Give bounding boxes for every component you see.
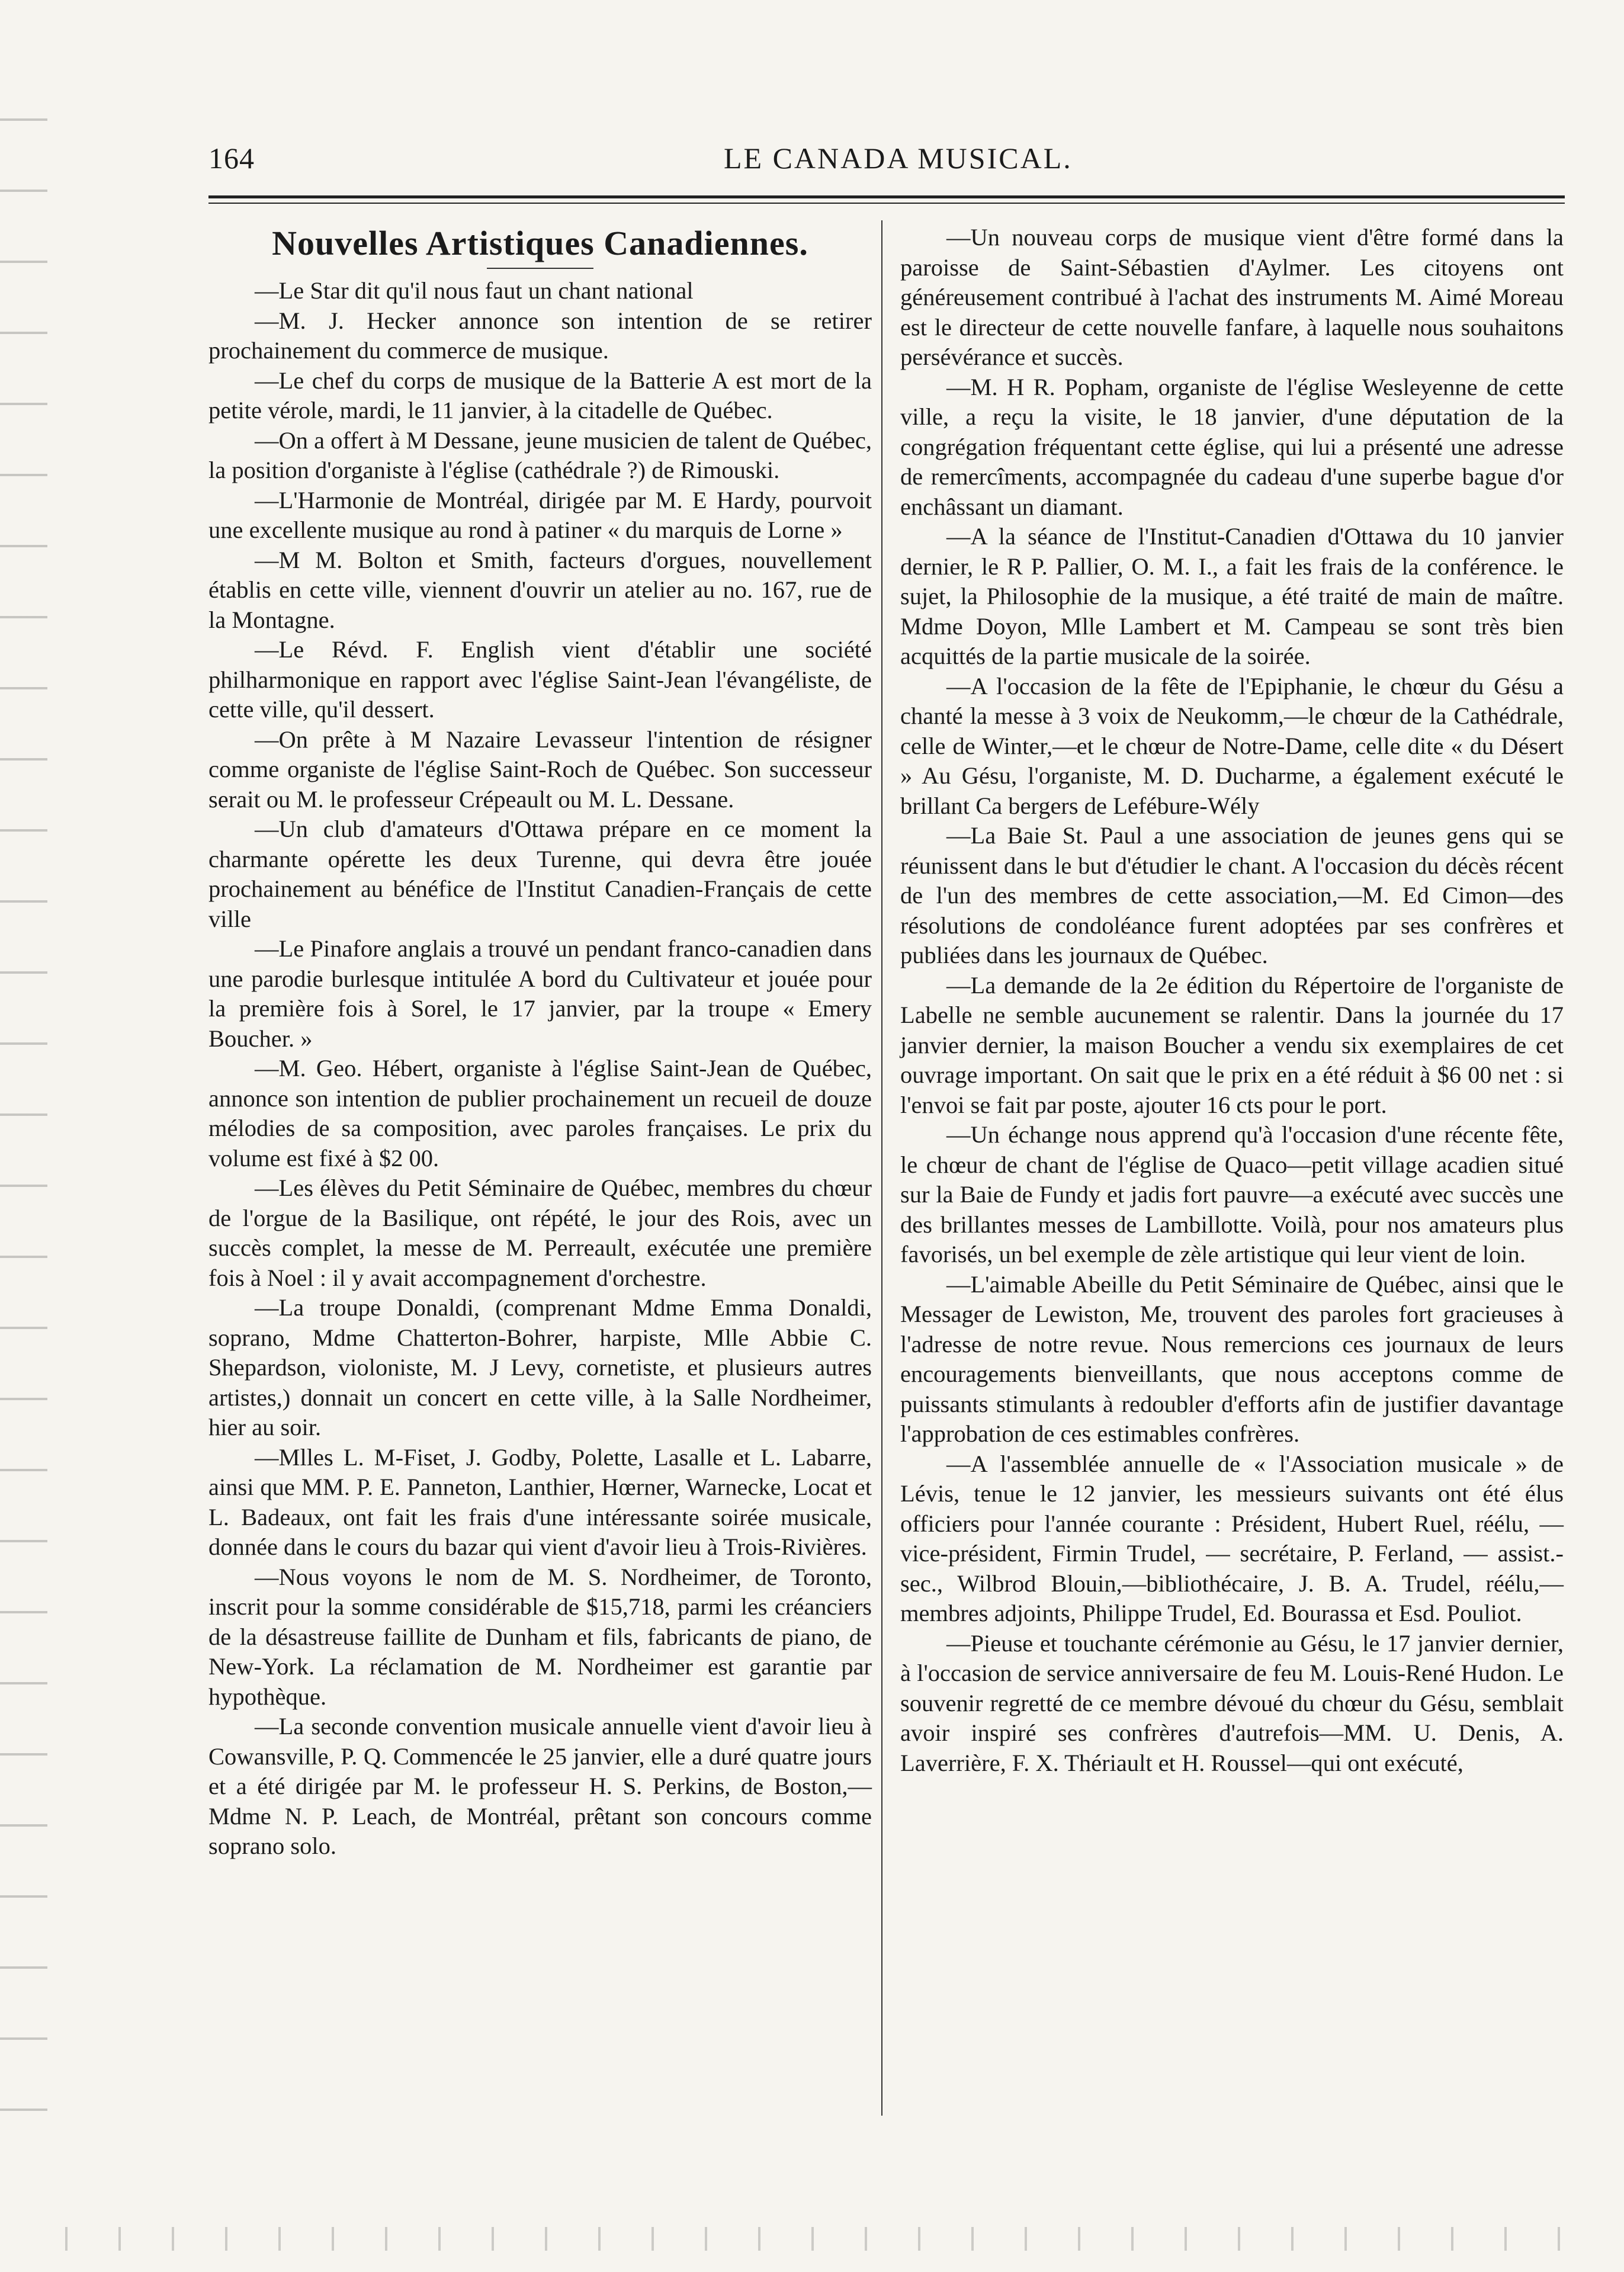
- news-item: —M M. Bolton et Smith, facteurs d'orgues, nouvellement établis en cette ville, viennent d'ouvrir un atelier au no. 167, rue de la Montagne.: [208, 546, 872, 633]
- running-title: LE CANADA MUSICAL.: [724, 142, 1073, 175]
- right-paragraphs: [900, 223, 1564, 1778]
- left-paragraphs: [208, 276, 872, 1862]
- news-item: —Mlles L. M-Fiset, J. Godby, Polette, Lasalle et L. Labarre, ainsi que MM. P. E. Panneton, Lanthier, Hœrner, Warnecke, Locat et L. Badeaux, ont fait les frais d'une intéressante soirée musicale, donnée dans le cours du bazar qui vient d'avoir lieu à Trois-Rivières.: [208, 1443, 872, 1560]
- news-item: —Le Révd. F. English vient d'établir une société philharmonique en rapport avec l'église Saint-Jean l'évangéliste, de cette ville, qu'il dessert.: [208, 636, 872, 723]
- news-item: —A l'occasion de la fête de l'Epiphanie, le chœur du Gésu a chanté la messe à 3 voix de Neukomm,—le chœur de la Cathédrale, celle de Winter,—et le chœur de Notre-Dame, celle dite « du Désert » Au Gésu, l'organiste, M. D. Ducharme, a également exécuté le brillant Ca bergers de Lefébure-Wély: [900, 672, 1564, 819]
- scan-bottom-noise: [47, 2227, 1564, 2251]
- news-item: —La Baie St. Paul a une association de jeunes gens qui se réunissent dans le but d'étudier le chant. A l'occasion du décès récent de l'un des membres de cette association,—M. Ed Cimon—des résolutions de condoléance furent adoptées par ses confrères et publiées dans les journaux de Québec.: [900, 822, 1564, 968]
- scan-edge-noise: [0, 95, 47, 2168]
- column-divider: [881, 220, 882, 2116]
- news-item: —La demande de la 2e édition du Répertoire de l'organiste de Labelle ne semble aucunement se ralentir. Dans la journée du 17 janvier dernier, la maison Boucher a vendu six exemplaires de cet ouvrage important. On sait que le prix en a été réduit à $6 00 net : si l'envoi se fait par poste, ajouter 16 cts pour le port.: [900, 971, 1564, 1118]
- news-item: —La troupe Donaldi, (comprenant Mdme Emma Donaldi, soprano, Mdme Chatterton-Bohrer, harpiste, Mlle Abbie C. Shepardson, violoniste, M. J Levy, cornetiste, et plusieurs autres artistes,) donnait un concert en cette ville, à la Salle Nordheimer, hier au soir.: [208, 1294, 872, 1440]
- news-item: —On a offert à M Dessane, jeune musicien de talent de Québec, la position d'organiste à l'église (cathédrale ?) de Rimouski.: [208, 426, 872, 483]
- news-item: —Le Pinafore anglais a trouvé un pendant franco-canadien dans une parodie burlesque intitulée A bord du Cultivateur et jouée pour la première fois à Sorel, le 17 janvier, par la troupe « Emery Boucher. »: [208, 935, 872, 1052]
- news-item: —Les élèves du Petit Séminaire de Québec, membres du chœur de l'orgue de la Basilique, ont répété, le jour des Rois, avec un succès complet, la messe de M. Perreault, exécutée une première fois à Noel : il y avait accompagnement d'orchestre.: [208, 1174, 872, 1291]
- page-header: [208, 141, 1571, 188]
- left-column: [208, 223, 872, 1862]
- news-item: —L'Harmonie de Montréal, dirigée par M. E Hardy, pourvoit une excellente musique au rond à patiner « du marquis de Lorne »: [208, 486, 872, 543]
- news-item: —Un échange nous apprend qu'à l'occasion d'une récente fête, le chœur de chant de l'église de Quaco—petit village acadien situé sur la Baie de Fundy et jadis fort pauvre—a exécuté avec succès une des brillantes messes de Lambillotte. Voilà, pour nos amateurs plus favorisés, un bel exemple de zèle artistique qui leur vient de loin.: [900, 1121, 1564, 1267]
- news-item: —Un club d'amateurs d'Ottawa prépare en ce moment la charmante opérette les deux Turenne, qui devra être jouée prochainement au bénéfice de l'Institut Canadien-Français de cette ville: [208, 816, 872, 932]
- news-item: —La seconde convention musicale annuelle vient d'avoir lieu à Cowansville, P. Q. Commencée le 25 janvier, elle a duré quatre jours et a été dirigée par M. le professeur H. S. Perkins, de Boston,—Mdme N. P. Leach, de Montréal, prêtant son concours comme soprano solo.: [208, 1713, 872, 1859]
- news-item: —M. H R. Popham, organiste de l'église Wesleyenne de cette ville, a reçu la visite, le 18 janvier, d'une députation de la congrégation fréquentant cette église, qui lui a présenté une adresse de remercîments, accompagnée du cadeau d'une superbe bague d'or enchâssant un diamant.: [900, 373, 1564, 520]
- news-item: —Un nouveau corps de musique vient d'être formé dans la paroisse de Saint-Sébastien d'Aylmer. Les citoyens ont généreusement contribué à l'achat des instruments M. Aimé Moreau est le directeur de cette nouvelle fanfare, à laquelle nous souhaitons persévérance et succès.: [900, 224, 1564, 370]
- news-item: —L'aimable Abeille du Petit Séminaire de Québec, ainsi que le Messager de Lewiston, Me, trouvent des paroles fort gracieuses à l'adresse de notre revue. Nous remercions ces journaux de leurs encouragements bienveillants, que nous acceptons comme de puissants stimulants à redoubler d'efforts afin de justifier davantage l'approbation de ces estimables confrères.: [900, 1270, 1564, 1447]
- news-item: —Le chef du corps de musique de la Batterie A est mort de la petite vérole, mardi, le 11 janvier, à la citadelle de Québec.: [208, 367, 872, 423]
- header-rule: [208, 195, 1565, 198]
- section-title: Nouvelles Artistiques Canadiennes.: [272, 224, 808, 262]
- title-rule: [487, 268, 593, 269]
- right-column: [900, 223, 1564, 1778]
- page-number: 164: [208, 142, 255, 175]
- news-item: —A l'assemblée annuelle de « l'Association musicale » de Lévis, tenue le 12 janvier, les messieurs suivants ont été élus officiers pour l'année courante : Président, Hubert Ruel, réélu, — vice-président, Firmin Trudel, — secrétaire, P. Ferland, — assist.-sec., Wilbrod Blouin,—bibliothécaire, J. B. A. Trudel, réélu,—membres adjoints, Philippe Trudel, Ed. Bourassa et Esd. Pouliot.: [900, 1450, 1564, 1626]
- news-item: —Pieuse et touchante cérémonie au Gésu, le 17 janvier dernier, à l'occasion de service anniversaire de feu M. Louis-René Hudon. Le souvenir regretté de ce membre dévoué du chœur du Gésu, semblait avoir inspiré ses confrères d'autrefois—MM. U. Denis, A. Laverrière, F. X. Thériault et H. Roussel—qui ont exécuté,: [900, 1629, 1564, 1776]
- news-item: —On prête à M Nazaire Levasseur l'intention de résigner comme organiste de l'église Saint-Roch de Québec. Son successeur serait ou M. le professeur Crépeault ou M. L. Dessane.: [208, 726, 872, 813]
- news-item: —Le Star dit qu'il nous faut un chant national: [255, 277, 694, 304]
- news-item: —A la séance de l'Institut-Canadien d'Ottawa du 10 janvier dernier, le R P. Pallier, O. M. I., a fait les frais de la conférence. le sujet, la Philosophie de la musique, a été traité de main de maître. Mdme Doyon, Mlle Lambert et M. Campeau se sont très bien acquittés de la partie musicale de la soirée.: [900, 523, 1564, 669]
- news-item: —Nous voyons le nom de M. S. Nordheimer, de Toronto, inscrit pour la somme considérable de $15,718, parmi les créanciers de la désastreuse faillite de Dunham et fils, fabricants de piano, de New-York. La réclamation de M. Nordheimer est garantie par hypothèque.: [208, 1563, 872, 1710]
- news-item: —M. Geo. Hébert, organiste à l'église Saint-Jean de Québec, annonce son intention de publier prochainement un recueil de douze mélodies de sa composition, avec paroles françaises. Le prix du volume est fixé à $2 00.: [208, 1055, 872, 1172]
- header-rule-thin: [208, 203, 1565, 204]
- news-item: —M. J. Hecker annonce son intention de se retirer prochainement du commerce de musique.: [208, 307, 872, 364]
